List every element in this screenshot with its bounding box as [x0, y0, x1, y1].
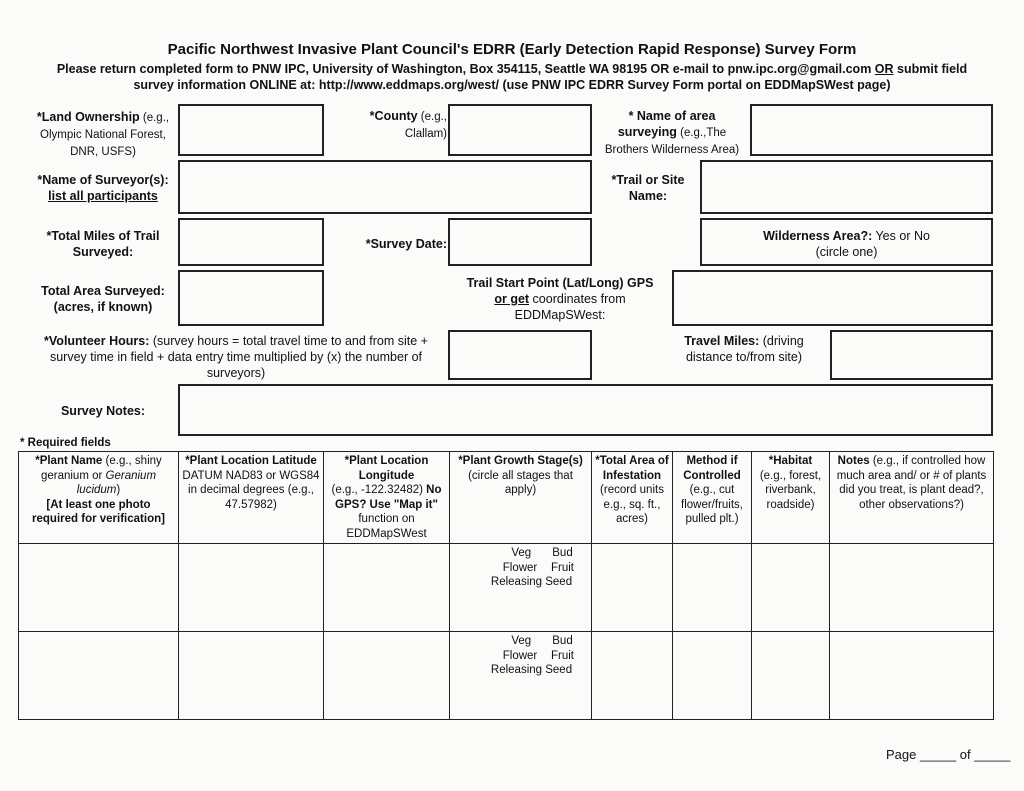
stage-bud[interactable]: Bud: [552, 547, 573, 559]
survey-notes-field[interactable]: [178, 384, 993, 436]
cell-infestation-area[interactable]: [592, 632, 673, 720]
cell-habitat[interactable]: [752, 632, 830, 720]
trail-start-label: Trail Start Point (Lat/Long) GPS or get coordinates from EDDMapSWest:: [466, 276, 654, 322]
cell-latitude[interactable]: [179, 544, 324, 632]
survey-date-label: *Survey Date:: [365, 237, 447, 251]
volunteer-hours-label: *Volunteer Hours: (survey hours = total travel time to and from site + survey time in field + data entry time multiplied by (x) the number of surveyors): [44, 334, 428, 380]
area-name-field[interactable]: [750, 104, 993, 156]
trail-site-field[interactable]: [700, 160, 993, 214]
total-area-label: Total Area Surveyed: (acres, if known): [41, 284, 165, 314]
stage-fruit[interactable]: Fruit: [551, 649, 574, 662]
survey-date-field[interactable]: [448, 218, 592, 266]
miles-trail-field[interactable]: [178, 218, 324, 266]
page-number: Page _____ of _____: [886, 747, 1011, 762]
header-control-method: Method if Controlled (e.g., cut flower/fruits, pulled plt.): [673, 452, 752, 544]
stage-fruit[interactable]: Fruit: [551, 561, 574, 574]
online-instructions: survey information ONLINE at: http://www.eddmaps.org/west/ (use PNW IPC EDRR Survey Form portal on EDDMapSWest page): [133, 78, 891, 92]
header-plant-name: *Plant Name (e.g., shiny geranium or Geranium lucidum) [At least one photo required for verification]: [19, 452, 179, 544]
table-header-row: [19, 452, 994, 544]
cell-habitat[interactable]: [752, 544, 830, 632]
cell-latitude[interactable]: [179, 632, 324, 720]
cell-growth-stage[interactable]: [450, 544, 592, 632]
cell-growth-stage[interactable]: [450, 632, 592, 720]
land-ownership-field[interactable]: [178, 104, 324, 156]
stage-bud[interactable]: Bud: [552, 635, 573, 647]
cell-control-method[interactable]: [673, 544, 752, 632]
trail-site-label: *Trail or Site Name:: [611, 173, 685, 203]
cell-notes[interactable]: [830, 544, 994, 632]
stage-flower[interactable]: Flower: [502, 561, 538, 574]
header-latitude: *Plant Location Latitude DATUM NAD83 or WGS84 in decimal degrees (e.g., 47.57982): [179, 452, 324, 544]
surveyor-field[interactable]: [178, 160, 592, 214]
cell-plant-name[interactable]: [19, 632, 179, 720]
header-growth-stage: *Plant Growth Stage(s) (circle all stages that apply): [450, 452, 592, 544]
trail-start-field[interactable]: [672, 270, 993, 326]
wilderness-label: Wilderness Area?: Yes or No (circle one): [763, 229, 930, 259]
stage-releasing-seed[interactable]: Releasing Seed: [490, 576, 573, 588]
header-habitat: *Habitat (e.g., forest, riverbank, roadside): [752, 452, 830, 544]
surveyor-label: *Name of Surveyor(s): list all participants: [37, 173, 169, 203]
return-instructions: Please return completed form to PNW IPC, University of Washington, Box 354115, Seattle WA 98195 OR e-mail to pnw.ipc.org@gmail.com OR submit field: [56, 62, 968, 76]
county-label: *County (e.g., Clallam): [369, 109, 447, 140]
required-note: * Required fields: [20, 437, 111, 449]
cell-control-method[interactable]: [673, 632, 752, 720]
plant-table: [18, 451, 994, 720]
stage-veg[interactable]: Veg: [511, 547, 532, 559]
total-area-field[interactable]: [178, 270, 324, 326]
cell-longitude[interactable]: [324, 632, 450, 720]
stage-releasing-seed[interactable]: Releasing Seed: [490, 664, 573, 676]
land-ownership-label: *Land Ownership (e.g., Olympic National Forest, DNR, USFS): [36, 110, 170, 158]
cell-plant-name[interactable]: [19, 544, 179, 632]
table-row: [19, 632, 994, 720]
miles-trail-label: *Total Miles of Trail Surveyed:: [46, 229, 160, 259]
volunteer-hours-field[interactable]: [448, 330, 592, 380]
cell-notes[interactable]: [830, 632, 994, 720]
cell-longitude[interactable]: [324, 544, 450, 632]
header-infestation-area: *Total Area of Infestation (record units e.g., sq. ft., acres): [592, 452, 673, 544]
area-name-label: * Name of area surveying (e.g.,The Brothers Wilderness Area): [604, 109, 740, 156]
header-longitude: *Plant Location Longitude (e.g., -122.32482) No GPS? Use "Map it" function on EDDMapSWest: [324, 452, 450, 544]
cell-infestation-area[interactable]: [592, 544, 673, 632]
header-notes: Notes (e.g., if controlled how much area and/ or # of plants did you treat, is plant dead?, other observations?): [830, 452, 994, 544]
travel-miles-label: Travel Miles: (driving distance to/from site): [684, 334, 804, 364]
travel-miles-field[interactable]: [830, 330, 993, 380]
survey-notes-label: Survey Notes:: [60, 404, 146, 418]
form-title: Pacific Northwest Invasive Plant Council's EDRR (Early Detection Rapid Response) Survey Form: [167, 41, 857, 58]
stage-flower[interactable]: Flower: [502, 649, 538, 662]
county-field[interactable]: [448, 104, 592, 156]
table-row: [19, 544, 994, 632]
stage-veg[interactable]: Veg: [511, 635, 532, 647]
